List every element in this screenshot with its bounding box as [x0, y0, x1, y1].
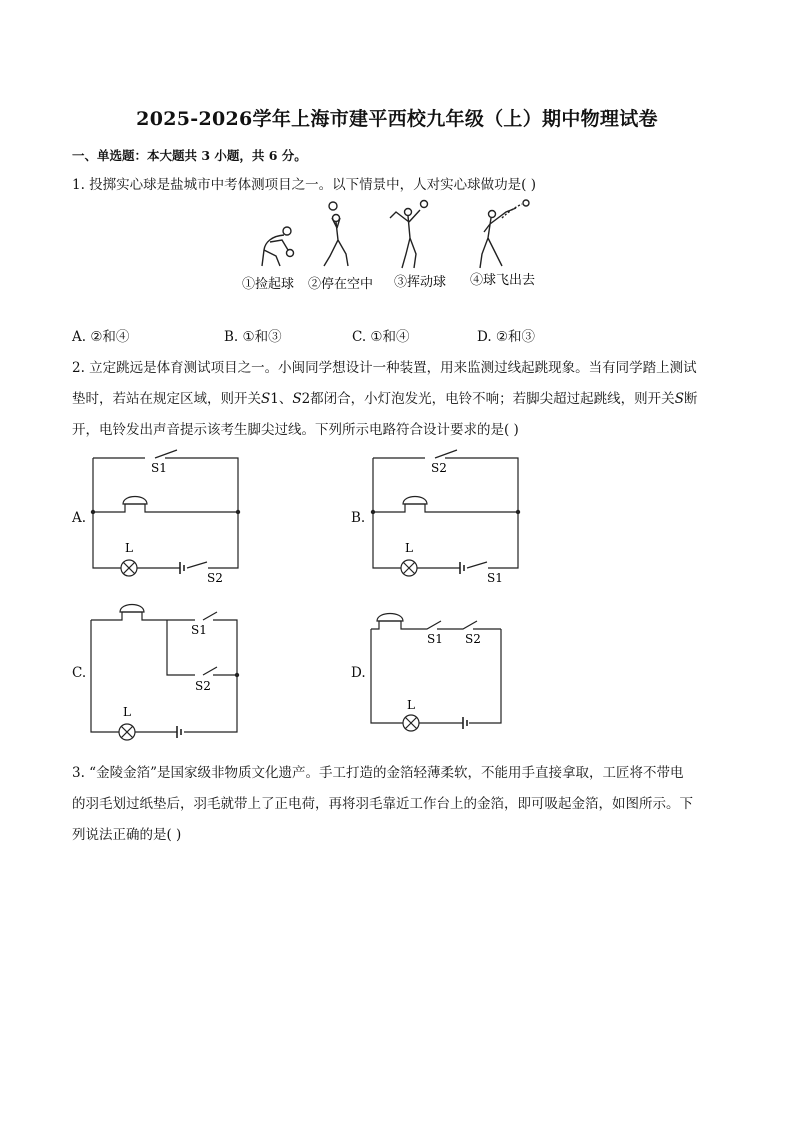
question-3-line-2: 的羽毛划过纸垫后，羽毛就带上了正电荷，再将羽毛靠近工作台上的金箔，即可吸起金箔，如图所示。下 [72, 796, 693, 812]
section-heading: 一、单选题：本大题共 3 小题，共 6 分。 [72, 148, 307, 163]
d-lamp-label: L [407, 698, 415, 712]
a-switch-top-label: S1 [151, 461, 167, 475]
circuit-d [365, 603, 515, 733]
q2-var-s: S [674, 391, 684, 407]
question-1-figure [240, 198, 580, 298]
question-2-line-2 [72, 384, 724, 415]
c-switch-top-label: S1 [191, 623, 207, 637]
figure-swinging-ball [390, 201, 428, 269]
choice-c-label[interactable]: C. [72, 665, 87, 681]
d-switch-left-label: S1 [427, 632, 443, 646]
option-d[interactable]: D. ②和③ [477, 329, 536, 345]
c-lamp-label: L [123, 705, 131, 719]
question-1-stem: 1. 投掷实心球是盐城市中考体测项目之一。以下情景中，人对实心球做功是( ) [72, 177, 536, 193]
page-title: 2025-2026学年上海市建平西校九年级（上）期中物理试卷 [136, 108, 658, 130]
option-b[interactable]: B. ①和③ [224, 329, 282, 345]
option-c[interactable]: C. ①和④ [352, 329, 410, 345]
q2-var-s1: S [261, 391, 271, 407]
c-switch-bottom-label: S2 [195, 679, 211, 693]
circuit-b [365, 448, 535, 588]
q2-text-a: 垫时，若站在规定区域，则开关 [72, 391, 261, 407]
b-switch-top-label: S2 [431, 461, 447, 475]
figure-picking-up-ball [262, 227, 294, 266]
circuit-a [85, 448, 255, 588]
circuit-c [85, 600, 255, 745]
q2-text-e: 2都闭合，小灯泡发光，电铃不响；若脚尖超过起跳线，则开关 [301, 391, 675, 407]
q2-text-g: 断 [683, 391, 698, 407]
a-switch-bottom-label: S2 [207, 571, 223, 585]
caption-3: ③挥动球 [394, 275, 447, 290]
choice-b-label[interactable]: B. [351, 510, 366, 526]
question-3-line-3: 列说法正确的是( ) [72, 827, 182, 843]
choice-d-label[interactable]: D. [351, 665, 366, 681]
q2-var-s2: S [292, 391, 302, 407]
option-a[interactable]: A. ②和④ [72, 329, 130, 345]
figure-ball-in-air [324, 202, 348, 266]
caption-4: ④球飞出去 [470, 273, 536, 288]
question-2-line-3: 开，电铃发出声音提示该考生脚尖过线。下列所示电路符合设计要求的是( ) [72, 422, 519, 438]
choice-a-label[interactable]: A. [72, 510, 87, 526]
q2-text-c: 1、 [270, 391, 293, 407]
b-switch-bottom-label: S1 [487, 571, 503, 585]
d-switch-right-label: S2 [465, 632, 481, 646]
question-2-line-1: 2. 立定跳远是体育测试项目之一。小闽同学想设计一种装置，用来监测过线起跳现象。当有同学踏上测试 [72, 360, 697, 376]
b-lamp-label: L [405, 541, 413, 555]
a-lamp-label: L [125, 541, 133, 555]
caption-1: ①捡起球 [242, 277, 295, 292]
figure-ball-flying [480, 200, 529, 268]
caption-2: ②停在空中 [308, 277, 374, 292]
question-3-line-1: 3. “金陵金箔”是国家级非物质文化遗产。手工打造的金箔轻薄柔软，不能用手直接拿取，工匠将不带电 [72, 765, 684, 781]
